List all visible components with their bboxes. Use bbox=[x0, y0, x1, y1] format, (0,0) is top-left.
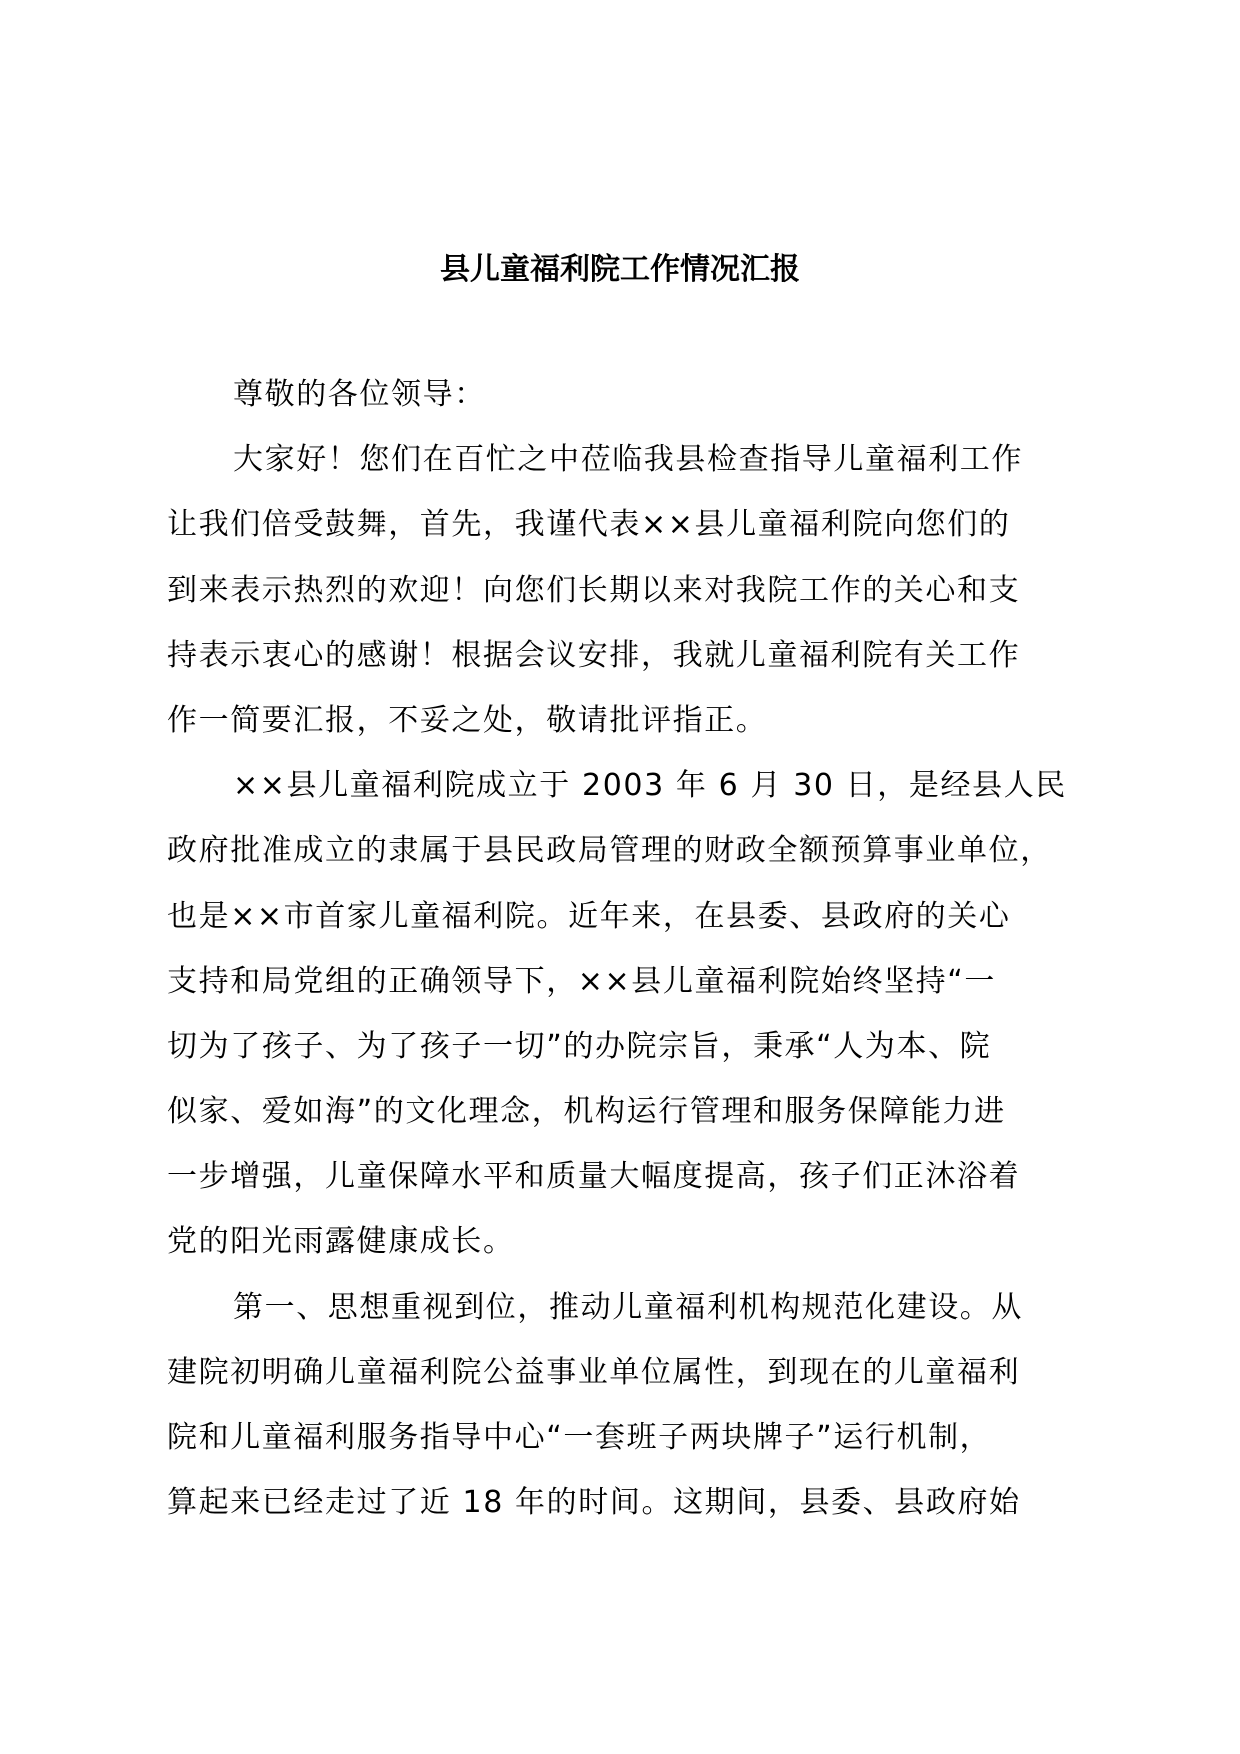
paragraph-line: 持表示衷心的感谢！根据会议安排，我就儿童福利院有关工作 bbox=[167, 637, 1021, 673]
paragraph-line: 似家、爱如海”的文化理念，机构运行管理和服务保障能力进 bbox=[167, 1094, 1006, 1130]
paragraph-line: 大家好！您们在百忙之中莅临我县检查指导儿童福利工作 bbox=[233, 442, 1023, 478]
paragraph-line: 政府批准成立的隶属于县民政局管理的财政全额预算事业单位， bbox=[167, 833, 1052, 869]
paragraph-line: 切为了孩子、为了孩子一切”的办院宗旨，秉承“人为本、院 bbox=[167, 1028, 992, 1064]
paragraph-line: 建院初明确儿童福利院公益事业单位属性，到现在的儿童福利 bbox=[167, 1354, 1021, 1390]
section-heading-line: 第一、思想重视到位，推动儿童福利机构规范化建设。从 bbox=[233, 1289, 1023, 1325]
paragraph-line: 一步增强，儿童保障水平和质量大幅度提高，孩子们正沐浴着 bbox=[167, 1159, 1021, 1195]
paragraph-line: 作一简要汇报，不妥之处，敬请批评指正。 bbox=[167, 702, 768, 738]
paragraph-line: 算起来已经走过了近 18 年的时间。这期间，县委、县政府始 bbox=[167, 1485, 1021, 1521]
document-body bbox=[167, 373, 1087, 1546]
salutation-line: 尊敬的各位领导： bbox=[233, 377, 486, 412]
paragraph-line: 院和儿童福利服务指导中心“一套班子两块牌子”运行机制， bbox=[167, 1420, 992, 1455]
paragraph-line: 支持和局党组的正确领导下，××县儿童福利院始终坚持“一 bbox=[167, 963, 997, 999]
document-title: 县儿童福利院工作情况汇报 bbox=[440, 252, 800, 287]
paragraph-line: 到来表示热烈的欢迎！向您们长期以来对我院工作的关心和支 bbox=[167, 572, 1021, 608]
paragraph-line: 也是××市首家儿童福利院。近年来，在县委、县政府的关心 bbox=[167, 898, 1011, 934]
paragraph-line: 党的阳光雨露健康成长。 bbox=[167, 1224, 515, 1260]
paragraph-line: 让我们倍受鼓舞，首先，我谨代表××县儿童福利院向您们的 bbox=[167, 507, 1011, 543]
paragraph-line: ××县儿童福利院成立于 2003 年 6 月 30 日，是经县人民 bbox=[233, 768, 1067, 804]
